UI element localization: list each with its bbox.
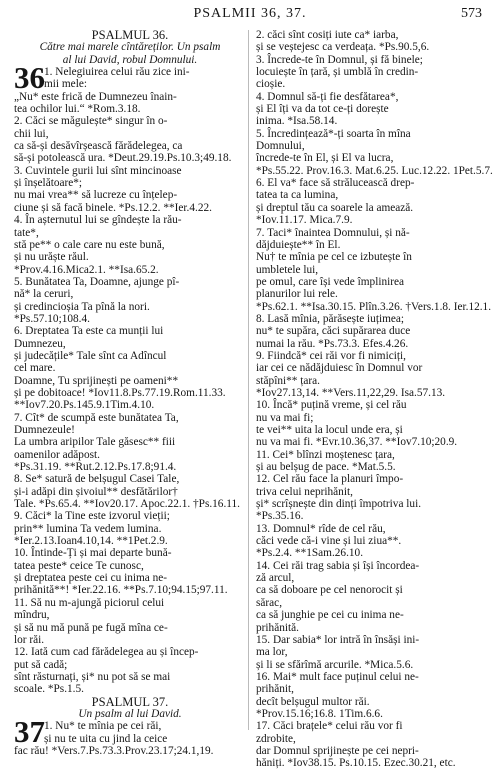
verse-line	[14, 498, 246, 510]
verse-line	[14, 362, 246, 374]
verse-line	[256, 128, 488, 140]
psalm-title	[14, 29, 246, 41]
verse-line	[14, 128, 246, 140]
line-text: 6. Dreptatea Ta este ca munții lui	[14, 325, 164, 338]
line-text: *Ier.2.13.Ioan4.10,14. **1Pet.2.9.	[14, 535, 168, 548]
line-text: ciune și să facă binele. *Ps.12.2. **Ier.4.22.	[14, 201, 212, 214]
line-text: prihănit,	[256, 683, 294, 696]
line-text: La umbra aripilor Tale găsesc** fiii	[14, 436, 176, 449]
line-text: Doamne, Tu sprijinești pe oameni**	[14, 374, 179, 387]
line-text: prin** lumina Ta vedem lumina.	[14, 522, 162, 535]
line-text: tate*,	[14, 226, 39, 239]
verse-line	[256, 584, 488, 596]
verse-line	[256, 486, 488, 498]
line-text: Dumnezeu,	[14, 337, 66, 350]
verse-line	[14, 140, 246, 152]
line-text: 7. Taci* înaintea Domnului, și nă-	[256, 226, 410, 239]
verse-line	[256, 300, 492, 313]
line-text: zdrobite,	[256, 732, 296, 745]
verse-line	[256, 251, 488, 263]
psalm-title	[14, 696, 246, 708]
verse-line	[14, 609, 246, 621]
line-text: 5. Bunătatea Ta, Doamne, ajunge pî-	[14, 275, 180, 288]
page-number: 573	[461, 6, 482, 21]
verse-line	[14, 227, 246, 239]
psalm-number-dropcap: 37	[14, 714, 45, 750]
verse-line	[256, 708, 488, 720]
verse-line	[14, 523, 246, 535]
line-text: ca să doboare pe cel nenorocit și	[256, 584, 403, 597]
verse-line	[14, 584, 246, 596]
line-text: sînt răsturnați, și* nu pot să se mai	[14, 670, 171, 683]
verse-line	[14, 202, 246, 214]
line-text: *Iov.11.17. Mica.7.9.	[256, 214, 353, 227]
line-text: stă pe** o cale care nu este bună,	[14, 238, 165, 251]
verse-line	[256, 646, 488, 658]
line-text: chii lui,	[14, 127, 49, 140]
verse-line	[256, 66, 488, 78]
left-column	[14, 29, 246, 757]
line-text: scoale. *Ps.1.5.	[14, 683, 84, 696]
line-text: 10. Încă* puțină vreme, și cel rău	[256, 399, 407, 412]
verse-line	[256, 350, 488, 362]
line-text: stăpîni** țara.	[256, 374, 320, 387]
verse-line	[256, 523, 488, 535]
verse-line	[14, 239, 246, 251]
verse-line	[256, 622, 488, 634]
line-text: Un psalm al lui David.	[78, 707, 182, 720]
verse-line	[256, 572, 488, 584]
line-text: lor răi.	[14, 633, 45, 646]
verse-line	[14, 338, 246, 350]
line-text: 17. Căci brațele* celui rău vor fi	[256, 720, 403, 733]
line-text: și au belșug de pace. *Mat.5.5.	[256, 461, 396, 474]
line-text: put să cadă;	[14, 658, 68, 671]
column-divider	[248, 30, 249, 730]
verse-line	[256, 399, 488, 411]
verse-line	[256, 313, 488, 325]
line-text: *Ps.31.19. **Rut.2.12.Ps.17.8;91.4.	[14, 461, 177, 474]
line-text: și pe dobitoace! *Iov11.8.Ps.77.19.Rom.11.33.	[14, 386, 226, 399]
psalm-subtitle	[14, 41, 246, 53]
line-text: *Iov27.13,14. **Vers.11,22,29. Isa.57.13.	[256, 386, 446, 399]
verse-line	[14, 115, 246, 127]
line-text: 1. Nelegiuirea celui rău zice ini-	[44, 66, 190, 79]
line-text: *Ps.2.4. **1Sam.26.10.	[256, 547, 364, 560]
line-text: *Ps.62.1. **Isa.30.15. Plîn.3.26. †Vers.1.8. Ier.12.1.	[256, 300, 492, 313]
verse-line	[256, 29, 488, 41]
verse-line	[14, 535, 246, 547]
line-text: 2. Căci se măgulește* singur în o-	[14, 115, 168, 128]
verse-line	[256, 498, 488, 510]
line-text: tea ochilor lui.“ *Rom.3.18.	[14, 103, 141, 116]
verse-line	[14, 288, 246, 300]
verse-line	[14, 264, 246, 276]
line-text: 8. Se* satură de belșugul Casei Tale,	[14, 473, 180, 486]
right-column	[256, 29, 493, 770]
verse-line	[14, 214, 246, 226]
line-text: 16. Mai* mult face puținul celui ne-	[256, 670, 419, 683]
verse-line	[256, 634, 488, 646]
line-text: sărac,	[256, 596, 283, 609]
verse-line	[256, 264, 488, 276]
verse-line	[14, 510, 246, 522]
verse-line	[256, 720, 488, 732]
verse-line	[256, 41, 488, 53]
page-header	[0, 6, 500, 24]
line-text: hăniți. *Iov38.15. Ps.10.15. Ezec.30.21, etc.	[256, 757, 456, 770]
line-text: *Ps.55.22. Prov.16.3. Mat.6.25. Luc.12.22. 1Pet.5.7.	[256, 164, 493, 177]
verse-line	[256, 412, 488, 424]
verse-line	[256, 733, 488, 745]
line-text: *Ps.35.16.	[256, 510, 304, 523]
verse-line	[256, 338, 488, 350]
verse-line	[14, 733, 246, 745]
verse-line	[256, 177, 488, 189]
verse-line	[14, 659, 246, 671]
line-text: 5. Încredințează*-ți soarta în mîna	[256, 127, 411, 140]
verse-line	[256, 325, 488, 337]
line-text: nu* te supăra, căci supărarea duce	[256, 325, 411, 338]
verse-line	[14, 103, 246, 115]
line-text: și dreptatea peste cei cu inima ne-	[14, 572, 168, 585]
line-text: și* scrîșnește din dinți împotriva lui.	[256, 498, 422, 511]
line-text: umbletele lui,	[256, 263, 319, 276]
verse-line	[256, 560, 488, 572]
line-text: al lui David, robul Domnului.	[62, 53, 198, 66]
line-text: încrede-te în El, și El va lucra,	[256, 152, 394, 165]
line-text: cioșie.	[256, 78, 286, 91]
verse-line	[14, 78, 246, 90]
verse-line	[14, 646, 246, 658]
line-text: **Iov7.20.Ps.145.9.1Tim.4.10.	[14, 399, 155, 412]
line-text: și nu urăște răul.	[14, 251, 89, 264]
line-text: ză arcul,	[256, 572, 295, 585]
line-text: numai la rău. *Ps.73.3. Efes.4.26.	[256, 337, 409, 350]
verse-line	[256, 239, 488, 251]
line-text: 3. Încrede-te în Domnul, și fă binele;	[256, 53, 423, 66]
line-text: 8. Lasă mînia, părăsește iuțimea;	[256, 312, 405, 325]
line-text: și dreptul tău ca soarele la amează.	[256, 201, 414, 214]
line-text: și se veștejesc ca verdeața. *Ps.90.5,6.	[256, 41, 430, 54]
verse-line	[256, 547, 488, 559]
line-text: planurilor lui rele.	[256, 288, 338, 301]
verse-line	[256, 164, 493, 177]
verse-line	[14, 436, 246, 448]
verse-line	[256, 189, 488, 201]
line-text: 7. Cît* de scumpă este bunătatea Ta,	[14, 411, 179, 424]
line-text: nu va mai fi;	[256, 411, 314, 424]
verse-line	[14, 560, 246, 572]
line-text: *Prov.4.16.Mica2.1. **Isa.65.2.	[14, 263, 159, 276]
line-text: ca să-și desăvîrșească fărădelegea, ca	[14, 140, 183, 153]
verse-line	[14, 189, 246, 201]
line-text: te vei** uita la locul unde era, și	[256, 424, 403, 436]
verse-line	[256, 510, 488, 522]
verse-line	[256, 609, 488, 621]
verse-line	[14, 597, 246, 609]
line-text: *Prov.15.16;16.8. 1Tim.6.6.	[256, 707, 383, 720]
line-text: 9. Căci* la Tine este izvorul vieții;	[14, 510, 170, 523]
line-text: dăjduiește** în El.	[256, 238, 341, 251]
line-text: 13. Domnul* rîde de cel rău,	[256, 522, 386, 535]
line-text: prihănită**! *Ier.22.16. **Ps.7.10;94.15;97.11.	[14, 584, 228, 597]
verse-line	[256, 91, 488, 103]
verse-line	[14, 572, 246, 584]
line-text: 6. El va* face să strălucească drep-	[256, 177, 415, 190]
line-text: să-și potolească ura. *Deut.29.19.Ps.10.3;49.18.	[14, 152, 232, 165]
line-text: pe omul, care își vede împlinirea	[256, 275, 405, 288]
line-text: și credincioșia Ta pînă la nori.	[14, 300, 150, 313]
line-text: căci vede că-i vine și lui ziua**.	[256, 535, 402, 548]
line-text: ca să junghie pe cei cu inima ne-	[256, 609, 404, 622]
line-text: 9. Fiindcă* cei răi vor fi nimiciți,	[256, 349, 406, 362]
line-text: 12. Iată cum cad fărădelegea au și încep-	[14, 646, 199, 659]
line-text: și să nu mă pună pe fugă mîna ce-	[14, 621, 168, 634]
verse-line	[256, 214, 488, 226]
line-text: cel mare.	[14, 362, 56, 375]
verse-line	[14, 91, 246, 103]
verse-line	[256, 78, 488, 90]
line-text: inima. *Isa.58.14.	[256, 115, 338, 128]
verse-line	[14, 547, 246, 559]
line-text: oamenilor adăpost.	[14, 448, 100, 461]
verse-line	[14, 375, 246, 387]
verse-line	[256, 115, 488, 127]
psalm-number-dropcap: 36	[14, 60, 45, 96]
verse-line	[256, 202, 488, 214]
line-text: fac rău! *Vers.7.Ps.73.3.Prov.23.17;24.1,19.	[14, 744, 214, 757]
verse-line	[14, 325, 246, 337]
line-text: și nu te uita cu jind la ceice	[44, 732, 168, 745]
line-text: tatea ta ca lumina,	[256, 189, 339, 202]
verse-line	[14, 449, 246, 461]
running-title: PSALMII 36, 37.	[193, 6, 307, 21]
line-text: și El îți va da tot ce-ți dorește	[256, 103, 389, 116]
verse-line	[256, 227, 488, 239]
line-text: nă* la ceruri,	[14, 288, 74, 301]
verse-line	[14, 486, 246, 498]
line-text: locuiește în țară, și umblă în credin-	[256, 66, 419, 79]
verse-line	[256, 449, 488, 461]
verse-line	[14, 671, 246, 683]
verse-line	[256, 597, 488, 609]
verse-line	[256, 659, 488, 671]
line-text: 1. Nu* te mînia pe cei răi,	[44, 720, 162, 733]
line-text: 14. Cei răi trag sabia și își încordea-	[256, 559, 420, 572]
line-text: Către mai marele cîntăreților. Un psalm	[39, 41, 221, 54]
verse-line	[14, 313, 246, 325]
line-text: triva celui neprihănit,	[256, 485, 353, 498]
verse-line	[14, 177, 246, 189]
verse-line	[256, 387, 488, 399]
line-text: *Ps.57.10;108.4.	[14, 312, 90, 325]
line-text: și li se sfărîmă arcurile. *Mica.5.6.	[256, 658, 414, 671]
line-text: tatea peste* ceice Te cunosc,	[14, 559, 144, 572]
verse-line	[256, 288, 488, 300]
verse-line	[256, 461, 488, 473]
line-text: mîndru,	[14, 609, 50, 622]
verse-line	[14, 412, 246, 424]
verse-line	[256, 436, 488, 448]
verse-line	[256, 54, 488, 66]
verse-line	[256, 375, 488, 387]
line-text: PSALMUL 36.	[91, 28, 169, 42]
line-text: 15. Dar sabia* lor intră în însăși ini-	[256, 633, 420, 646]
line-text: dar Domnul sprijinește pe cei nepri-	[256, 744, 419, 757]
line-text: 11. Să nu m-ajungă piciorul celui	[14, 596, 165, 609]
verse-line	[256, 696, 488, 708]
verse-line	[256, 473, 488, 485]
line-text: 12. Cel rău face la planuri împo-	[256, 473, 404, 486]
verse-line	[14, 251, 246, 263]
line-text: 4. Domnul să-ți fie desfătarea*,	[256, 90, 399, 103]
line-text: nu mai vrea** să lucreze cu înțelep-	[14, 189, 178, 202]
line-text: Nu† te mînia pe cel ce izbutește în	[256, 251, 412, 264]
line-text: ma lor,	[256, 646, 288, 659]
verse-line	[256, 757, 488, 769]
verse-line	[256, 103, 488, 115]
line-text: 10. Întinde-Ți și mai departe bună-	[14, 547, 172, 560]
line-text: prihănită.	[256, 621, 299, 634]
verse-line	[14, 634, 246, 646]
verse-line	[256, 140, 488, 152]
verse-line	[14, 622, 246, 634]
line-text: 11. Cei* blînzi moștenesc țara,	[256, 448, 395, 461]
psalm-subtitle	[14, 54, 246, 66]
line-text: 4. În așternutul lui se gîndește la rău-	[14, 214, 182, 227]
verse-line	[14, 424, 246, 436]
verse-line	[256, 683, 488, 695]
verse-line	[256, 424, 488, 436]
line-text: „Nu* este frică de Dumnezeu înain-	[14, 90, 177, 103]
line-text: 3. Cuvintele gurii lui sînt mincinoase	[14, 164, 182, 177]
verse-line	[14, 399, 246, 411]
line-text: Domnului,	[256, 140, 305, 153]
line-text: și judecățile* Tale sînt ca Adîncul	[14, 349, 167, 362]
line-text: nu va mai fi. *Evr.10.36,37. **Iov7.10;20.9.	[256, 436, 458, 449]
verse-line	[256, 671, 488, 683]
line-text: decît belșugul multor răi.	[256, 695, 370, 708]
verse-line	[14, 473, 246, 485]
line-text: și înșelătoare*;	[14, 177, 83, 190]
verse-line	[256, 535, 488, 547]
verse-line	[256, 152, 488, 164]
verse-line	[256, 276, 488, 288]
line-text: și-i adăpi din șivoiul** desfătărilor†	[14, 485, 178, 498]
line-text: Dumnezeule!	[14, 424, 75, 436]
verse-line	[14, 745, 246, 757]
verse-line	[256, 745, 488, 757]
verse-line	[14, 387, 246, 399]
verse-line	[14, 301, 246, 313]
verse-line	[14, 152, 246, 164]
line-text: 2. căci sînt cosiți iute ca* iarba,	[256, 29, 399, 41]
psalm-subtitle	[14, 708, 246, 720]
verse-line	[14, 165, 246, 177]
line-text: mii mele:	[44, 78, 87, 91]
verse-line	[256, 362, 488, 374]
line-text: Tale. *Ps.65.4. **Iov20.17. Apoc.22.1. †Ps.16.11.	[14, 498, 240, 511]
verse-line	[14, 350, 246, 362]
line-text: PSALMUL 37.	[91, 694, 169, 709]
verse-line	[14, 461, 246, 473]
verse-line	[14, 276, 246, 288]
line-text: iar cei ce nădăjduiesc în Domnul vor	[256, 362, 423, 375]
